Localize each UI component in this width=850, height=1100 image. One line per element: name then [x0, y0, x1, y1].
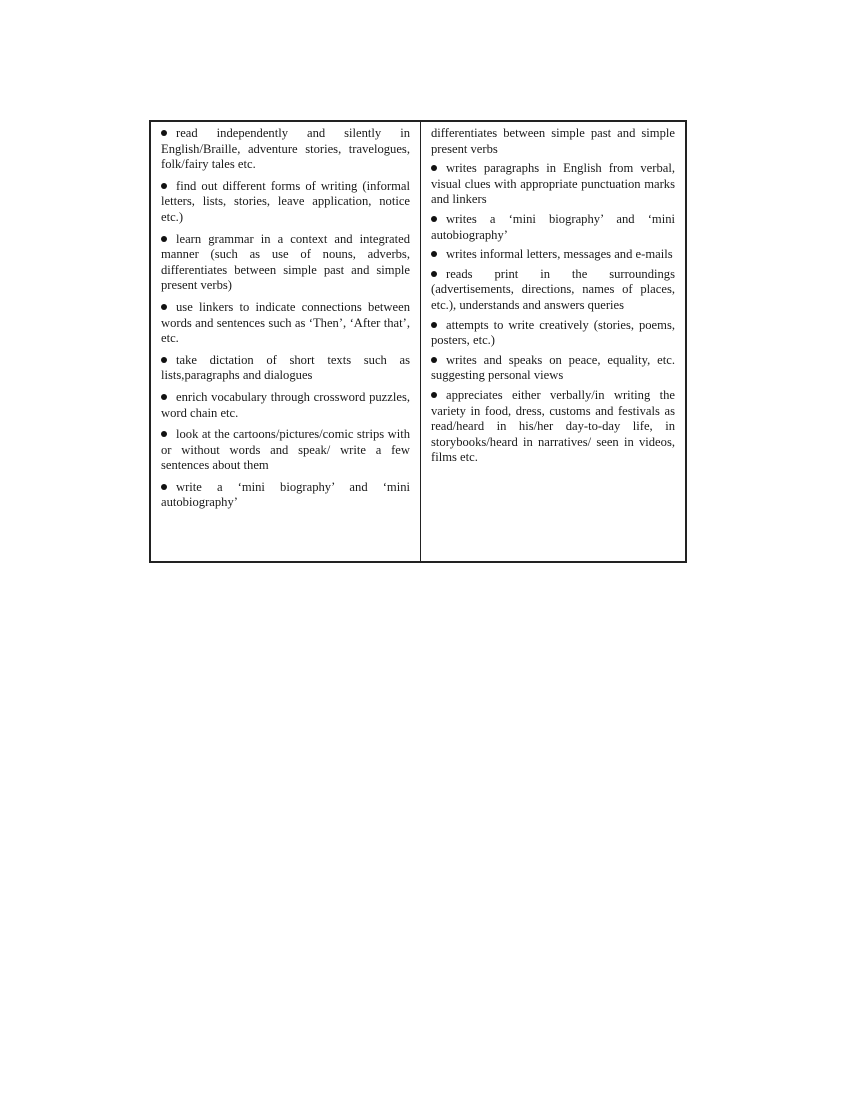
list-item: [161, 480, 410, 511]
bullet-icon: [161, 183, 167, 189]
list-item: [431, 212, 675, 243]
right-column: [421, 122, 685, 561]
bullet-icon: [161, 484, 167, 490]
list-item: [431, 247, 675, 263]
list-item: [161, 353, 410, 384]
bullet-icon: [431, 322, 437, 328]
bullet-icon: [431, 357, 437, 363]
list-item: [161, 126, 410, 173]
list-item-text: take dictation of short texts such as lists,paragraphs and dialogues: [161, 352, 410, 383]
bullet-icon: [431, 251, 437, 257]
list-item-text: reads print in the surroundings (advertisements, directions, names of places, etc.), understands and answers queries: [431, 266, 675, 312]
continued-text: differentiates between simple past and simple present verbs: [431, 126, 675, 156]
list-item-text: writes informal letters, messages and e-mails: [446, 247, 673, 262]
bullet-icon: [431, 271, 437, 277]
list-item: [431, 267, 675, 314]
list-item-text: writes paragraphs in English from verbal, visual clues with appropriate punctuation marks and linkers: [431, 161, 675, 207]
list-item: [431, 318, 675, 349]
curriculum-table: [149, 120, 687, 563]
bullet-icon: [431, 392, 437, 398]
list-item-text: attempts to write creatively (stories, poems, posters, etc.): [431, 317, 675, 348]
bullet-icon: [161, 431, 167, 437]
bullet-icon: [431, 165, 437, 171]
list-item-text: find out different forms of writing (informal letters, lists, stories, leave application, notice etc.): [161, 178, 410, 224]
left-column: [151, 122, 421, 561]
list-item: [431, 161, 675, 208]
list-item-text: enrich vocabulary through crossword puzzles, word chain etc.: [161, 389, 410, 420]
bullet-icon: [431, 216, 437, 222]
list-item: [431, 353, 675, 384]
list-item-text: writes and speaks on peace, equality, etc. suggesting personal views: [431, 352, 675, 383]
bullet-icon: [161, 304, 167, 310]
list-item: [161, 232, 410, 294]
list-item-text: look at the cartoons/pictures/comic strips with or without words and speak/ write a few sentences about them: [161, 427, 410, 473]
list-item-text: appreciates either verbally/in writing the variety in food, dress, customs and festivals as read/heard in his/her day-to-day life, in storybooks/heard in narratives/ seen in videos, films etc.: [431, 387, 675, 465]
list-item-text: writes a ‘mini biography’ and ‘mini autobiography’: [431, 211, 675, 242]
list-item-text: read independently and silently in English/Braille, adventure stories, travelogues, folk/fairy tales etc.: [161, 126, 410, 172]
list-item-text: use linkers to indicate connections between words and sentences such as ‘Then’, ‘After that’, etc.: [161, 299, 410, 346]
list-item: [161, 427, 410, 474]
list-item: [161, 300, 410, 347]
list-item: [431, 388, 675, 466]
bullet-icon: [161, 236, 167, 242]
list-item: [161, 179, 410, 226]
bullet-icon: [161, 394, 167, 400]
list-item: [161, 390, 410, 421]
bullet-icon: [161, 357, 167, 363]
list-item-text: write a ‘mini biography’ and ‘mini autobiography’: [161, 479, 410, 510]
bullet-icon: [161, 130, 167, 136]
list-item-text: learn grammar in a context and integrated manner (such as use of nouns, adverbs, differentiates between simple past and simple present verbs): [161, 231, 410, 293]
